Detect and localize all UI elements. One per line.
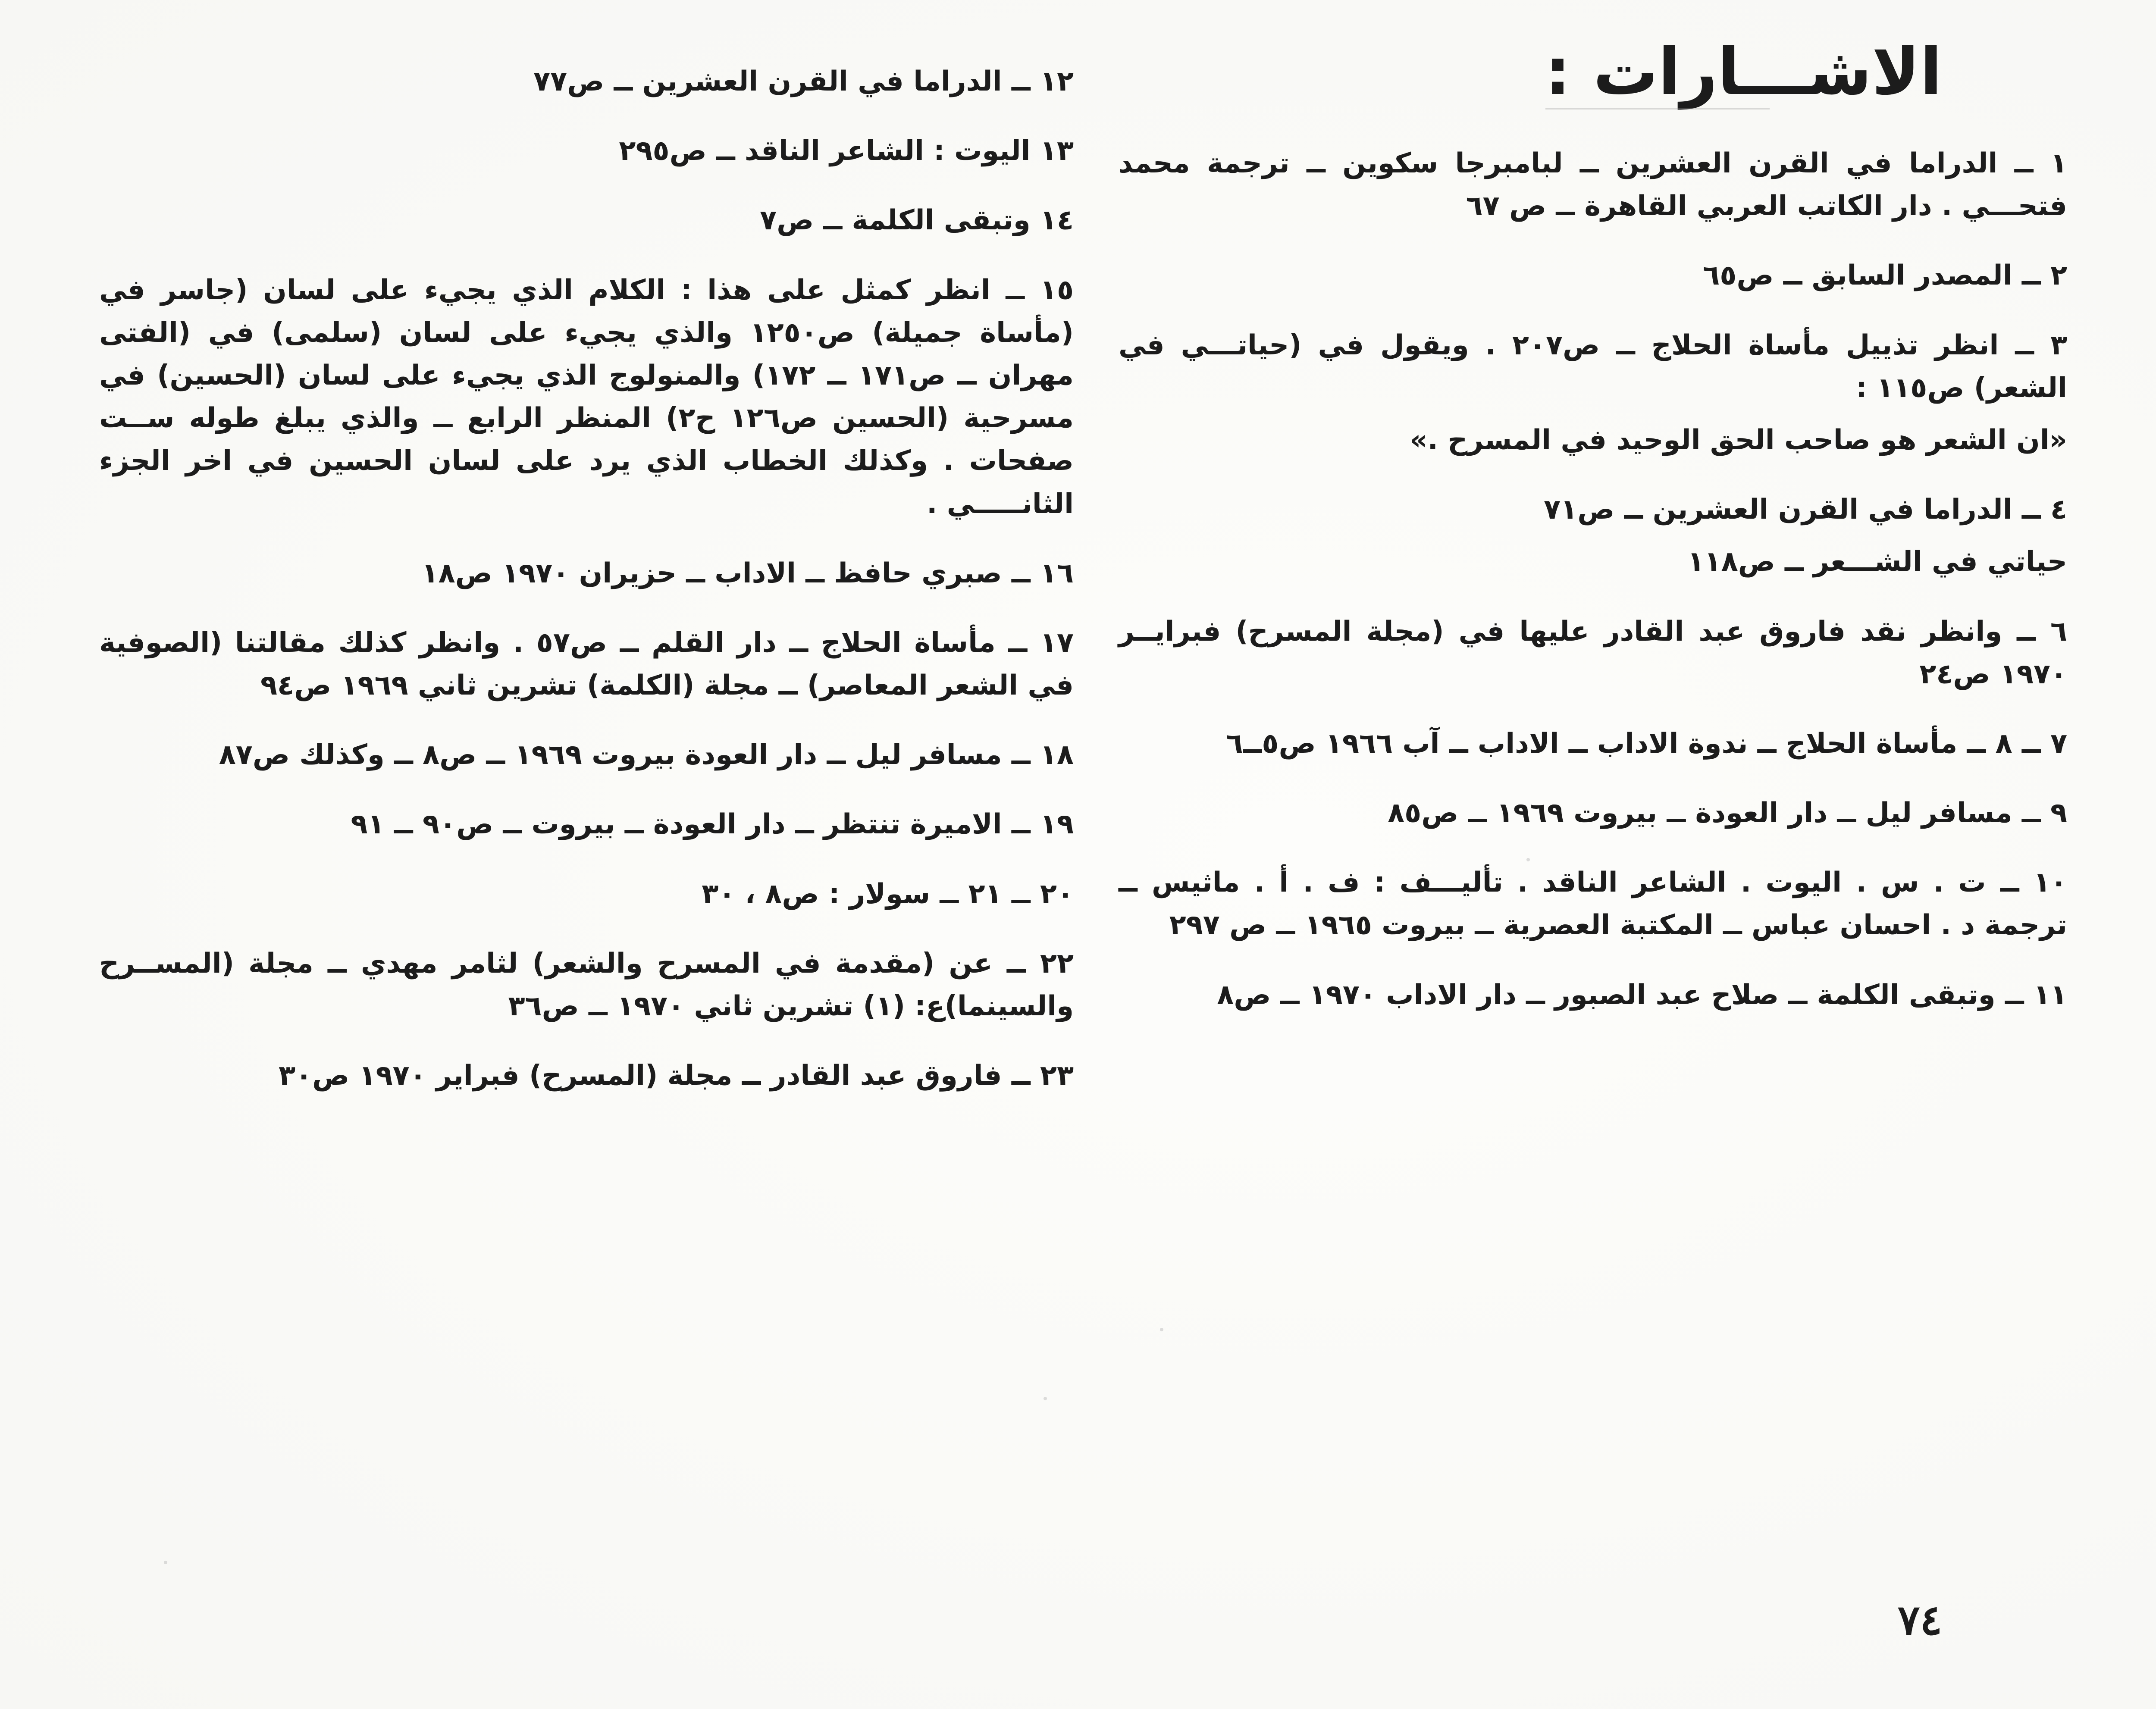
note-13: ١٣ اليوت : الشاعر الناقد ــ ص٢٩٥	[619, 135, 1074, 167]
note-23: ٢٣ ــ فاروق عبد القادر ــ مجلة (المسرح) فبراير ١٩٧٠ ص٣٠	[279, 1060, 1074, 1092]
note-14: ١٤ وتبقى الكلمة ــ ص٧	[760, 204, 1074, 237]
note-12: ١٢ ــ الدراما في القرن العشرين ــ ص٧٧	[533, 66, 1074, 97]
note-1: ١ ــ الدراما في القرن العشرين ــ لبامبرجا سكوين ــ ترجمة محمد فتحـــي . دار الكاتب العربي القاهرة ــ ص ٦٧	[1119, 147, 2067, 222]
note-10: ١٠ ــ ت . س . اليوت . الشاعر الناقد . تأليـــف : ف . أ . ماثيس ــ ترجمة د . احسان عباس ــ المكتبة العصرية ــ بيروت ١٩٦٥ ــ ص ٢٩٧	[1119, 867, 2067, 942]
note-22: ٢٢ ــ عن (مقدمة في المسرح والشعر) لثامر مهدي ــ مجلة (المســرح والسينما)ع: (١) تشرين ثاني ١٩٧٠ ــ ص٣٦	[99, 947, 1074, 1022]
note-15: ١٥ ــ انظر كمثل على هذا : الكلام الذي يجيء على لسان (جاسر في (مأساة جميلة) ص١٢٥٠ والذي يجيء على لسان (سلمى) في (الفتى مهران ــ ص١٧١ ــ ١٧٢) والمنولوج الذي يجيء على لسان (الحسين) في مسرحية (الحسين ص١٢٦ ح٢) المنظر الرابع ــ والذي يبلغ طوله ســت صفحات . وكذلك الخطاب الذي يرد على لسان الحسين في اخر الجزء الثانـــــي .	[99, 274, 1074, 520]
notes-column-right	[1119, 142, 2067, 1043]
page-title: الاشـــارات :	[1545, 34, 1942, 110]
title-underline	[1545, 108, 1770, 110]
note-19: ١٩ ــ الاميرة تنتظر ــ دار العودة ــ بيروت ــ ص٩٠ ــ ٩١	[351, 808, 1074, 841]
note-6: ٦ ــ وانظر نقد فاروق عبد القادر عليها في (مجلة المسرح) فبرايــر ١٩٧٠ ص٢٤	[1119, 615, 2067, 690]
note-5: حياتي في الشـــعر ــ ص١١٨	[1687, 546, 2067, 578]
note-2: ٢ ــ المصدر السابق ــ ص٦٥	[1703, 260, 2067, 292]
scan-speck	[164, 1561, 167, 1564]
note-18: ١٨ ــ مسافر ليل ــ دار العودة بيروت ١٩٦٩ ــ ص٨ ــ وكذلك ص٨٧	[219, 739, 1074, 771]
note-20-21: ٢٠ ــ ٢١ ــ سولار : ص٨ ، ٣٠	[702, 878, 1074, 910]
note-7-8: ٧ ــ ٨ ــ مأساة الحلاج ــ ندوة الاداب ــ الاداب ــ آب ١٩٦٦ ص٥ــ٦	[1226, 727, 2067, 760]
note-11: ١١ ــ وتبقى الكلمة ــ صلاح عبد الصبور ــ دار الاداب ١٩٧٠ ــ ص٨	[1217, 979, 2067, 1011]
page-number: ٧٤	[1897, 1596, 1942, 1644]
notes-column-left	[99, 60, 1074, 1124]
note-17: ١٧ ــ مأساة الحلاج ــ دار القلم ــ ص٥٧ . وانظر كذلك مقالتنا (الصوفية في الشعر المعاصر) ــ مجلة (الكلمة) تشرين ثاني ١٩٦٩ ص٩٤	[99, 626, 1074, 702]
scan-speck	[1044, 1397, 1047, 1400]
scan-speck	[1160, 1328, 1163, 1331]
scan-speck	[1526, 858, 1530, 861]
note-4: ٤ ــ الدراما في القرن العشرين ــ ص٧١	[1544, 494, 2067, 526]
note-3: ٣ ــ انظر تذييل مأساة الحلاج ــ ص٢٠٧ . ويقول في (حياتـــي في الشعر) ص١١٥ :	[1119, 329, 2067, 404]
note-9: ٩ ــ مسافر ليل ــ دار العودة ــ بيروت ١٩٦٩ ــ ص٨٥	[1388, 797, 2067, 829]
note-16: ١٦ ــ صبري حافظ ــ الاداب ــ حزيران ١٩٧٠ ص١٨	[421, 557, 1074, 589]
note-3-quote: «ان الشعر هو صاحب الحق الوحيد في المسرح .»	[1410, 424, 2067, 456]
